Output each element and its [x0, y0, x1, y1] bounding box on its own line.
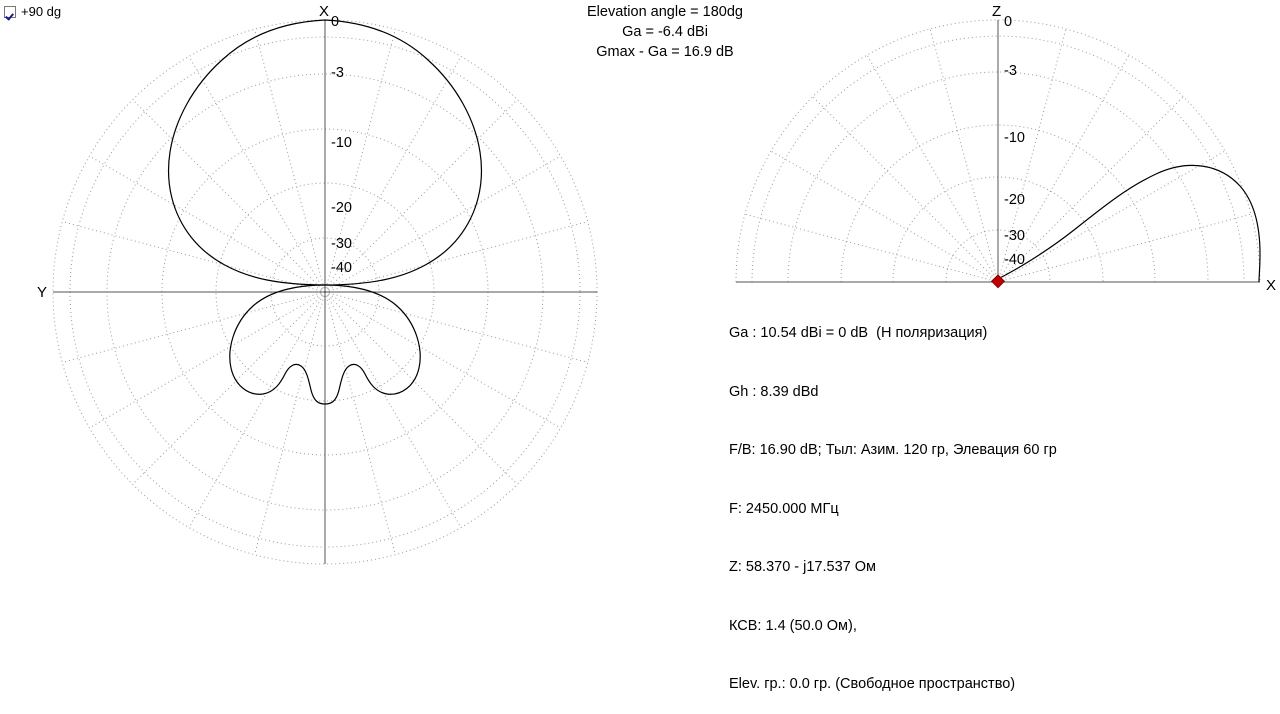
- plus90-checkbox[interactable]: [4, 6, 16, 18]
- elevation-angle-text: Elevation angle = 180dg: [586, 4, 743, 20]
- ring-label-0: 0: [1004, 14, 1013, 30]
- axis-label-x-top: X: [319, 3, 330, 20]
- plus90-checkbox-label: +90 dg: [21, 4, 62, 19]
- ring-label-10: -10: [331, 135, 352, 151]
- ring-label-0: 0: [331, 14, 340, 30]
- axis-label-y-left: Y: [37, 284, 48, 301]
- info-frequency: F: 2450.000 МГц: [729, 500, 839, 517]
- axis-label-x-right: X: [1266, 277, 1277, 294]
- antenna-info-block: [729, 285, 1057, 714]
- axis-label-z-top: Z: [992, 3, 1002, 20]
- ga-text: Ga = -6.4 dBi: [622, 24, 708, 40]
- gmax-minus-ga-text: Gmax - Ga = 16.9 dB: [596, 44, 734, 60]
- info-impedance: Z: 58.370 - j17.537 Ом: [729, 559, 876, 575]
- ring-label-40: -40: [1004, 252, 1025, 268]
- ring-label-20: -20: [1004, 192, 1025, 208]
- elevation-pattern-trace: [996, 165, 1260, 282]
- ring-label-40: -40: [331, 260, 352, 276]
- ring-label-30: -30: [1004, 228, 1025, 244]
- ring-label-20: -20: [331, 200, 352, 216]
- ring-label-30: -30: [331, 236, 352, 252]
- ring-label-3: -3: [331, 65, 344, 81]
- info-vswr: КСВ: 1.4 (50.0 Ом),: [729, 617, 857, 634]
- elevation-polar-plot: [720, 3, 1280, 300]
- info-ga: Ga : 10.54 dBi = 0 dB (H поляризация): [729, 325, 988, 341]
- info-elev: Elev. гр.: 0.0 гр. (Свободное пространство): [729, 676, 1016, 692]
- ring-label-10: -10: [1004, 130, 1025, 146]
- info-fb: F/B: 16.90 dB; Тыл: Азим. 120 гр, Элевация 60 гр: [729, 442, 1057, 458]
- ring-label-3: -3: [1004, 63, 1017, 79]
- info-gh: Gh : 8.39 dBd: [729, 383, 819, 400]
